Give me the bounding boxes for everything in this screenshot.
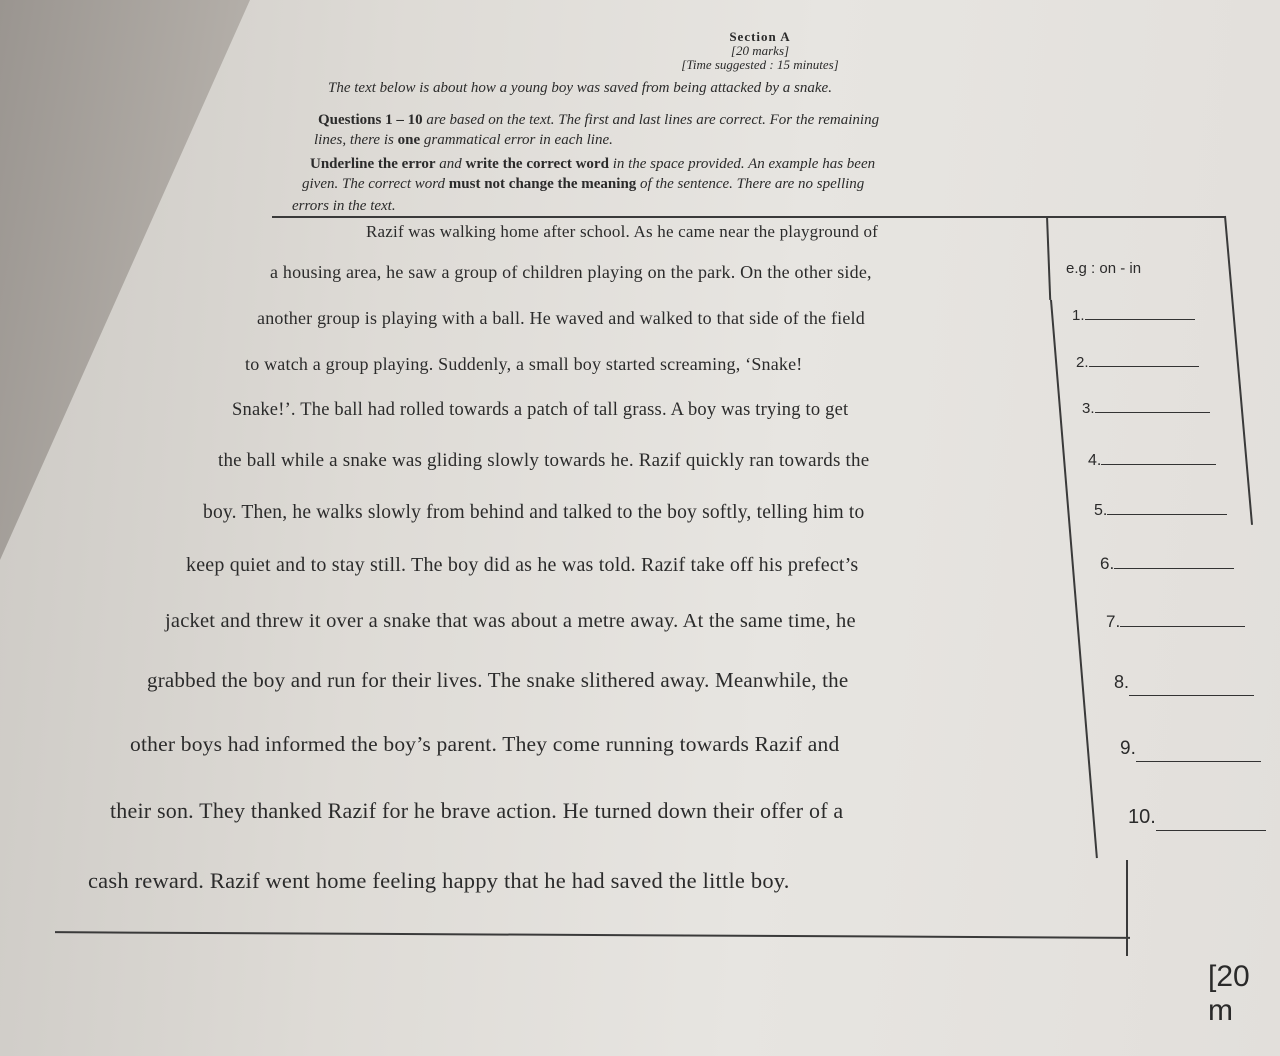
passage-line: another group is playing with a ball. He waved and walked to that side of the field: [257, 308, 865, 328]
answer-blank[interactable]: [1136, 747, 1261, 762]
passage-line: cash reward. Razif went home feeling happy that he had saved the little boy.: [88, 868, 790, 893]
answer-blank[interactable]: [1120, 612, 1245, 627]
instruction-fragment: lines, there is: [314, 132, 398, 148]
answer-number: 4.: [1088, 452, 1102, 469]
answer-number: 10.: [1128, 806, 1156, 828]
answer-number: 9.: [1120, 738, 1136, 759]
answer-slot-5[interactable]: [1094, 500, 1227, 520]
instruction-emphasis: one: [397, 132, 421, 148]
answer-number: 3.: [1082, 400, 1095, 417]
instruction-fragment: in the space provided. An example has been: [608, 156, 876, 172]
passage-line: their son. They thanked Razif for he brave action. He turned down their offer of a: [110, 798, 844, 823]
answer-number: 1.: [1072, 307, 1085, 324]
answer-slot-9[interactable]: [1120, 738, 1261, 760]
answer-blank[interactable]: [1156, 816, 1266, 831]
answer-blank[interactable]: [1114, 554, 1234, 569]
instruction-fragment: and: [435, 156, 466, 172]
questions-instruction-text: are based on the text. The first and last lines are correct. For the remaining: [422, 112, 880, 128]
answer-blank[interactable]: [1107, 500, 1227, 515]
table-column-divider: [1126, 860, 1128, 956]
instruction-fragment: grammatical error in each line.: [420, 132, 613, 148]
passage-line: other boys had informed the boy’s parent. They come running towards Razif and: [130, 732, 840, 756]
answer-slot-1[interactable]: [1072, 305, 1195, 324]
passage-line: to watch a group playing. Suddenly, a small boy started screaming, ‘Snake!: [245, 354, 803, 374]
time-suggested: [Time suggested : 15 minutes]: [681, 57, 839, 72]
answer-blank[interactable]: [1129, 681, 1254, 696]
questions-instruction-line1: [318, 112, 879, 129]
intro-text: The text below is about how a young boy was saved from being attacked by a snake.: [328, 80, 832, 96]
section-marks: [20 marks]: [730, 43, 790, 58]
answer-number: 6.: [1100, 554, 1115, 573]
instruction-fragment: given. The correct word: [302, 176, 449, 192]
answer-slot-6[interactable]: [1100, 554, 1234, 574]
answer-number: 2.: [1076, 354, 1089, 371]
answer-slot-7[interactable]: [1106, 612, 1245, 632]
questions-range: Questions 1 – 10: [318, 112, 423, 128]
passage-line: Snake!’. The ball had rolled towards a patch of tall grass. A boy was trying to get: [232, 400, 849, 420]
underline-instruction-line1: [310, 156, 875, 173]
instruction-emphasis: write the correct word: [465, 156, 609, 172]
passage-line: boy. Then, he walks slowly from behind and talked to the boy softly, telling him to: [203, 502, 865, 523]
answer-slot-8[interactable]: [1114, 672, 1254, 693]
underline-instruction-line3: errors in the text.: [292, 198, 396, 214]
passage-line: grabbed the boy and run for their lives. The snake slithered away. Meanwhile, the: [147, 668, 849, 692]
passage-line: Razif was walking home after school. As he came near the playground of: [366, 222, 879, 241]
passage-line: a housing area, he saw a group of children playing on the park. On the other side,: [270, 262, 872, 282]
answer-blank[interactable]: [1089, 352, 1199, 367]
table-top-border: [272, 216, 1226, 218]
example-answer: e.g : on - in: [1066, 260, 1142, 277]
passage-line: keep quiet and to stay still. The boy did as he was told. Razif take off his prefect’s: [186, 554, 859, 576]
answer-number: 8.: [1114, 672, 1130, 692]
answer-number: 5.: [1094, 502, 1108, 519]
answer-slot-10[interactable]: [1128, 806, 1266, 829]
answer-slot-4[interactable]: [1088, 450, 1216, 470]
underline-instruction-line2: [302, 176, 864, 193]
instruction-emphasis: Underline the error: [310, 156, 436, 172]
answer-slot-3[interactable]: [1082, 398, 1210, 417]
total-marks: [20 m: [1208, 960, 1250, 1027]
answer-blank[interactable]: [1095, 398, 1210, 413]
instruction-fragment: of the sentence. There are no spelling: [636, 176, 865, 192]
answer-slot-2[interactable]: [1076, 352, 1199, 371]
passage-line: jacket and threw it over a snake that was about a metre away. At the same time, he: [165, 610, 856, 632]
section-header: [560, 30, 960, 72]
answer-number: 7.: [1106, 612, 1121, 631]
answer-blank[interactable]: [1101, 450, 1216, 465]
section-title: Section A: [729, 29, 791, 44]
instruction-emphasis: must not change the meaning: [448, 176, 637, 192]
questions-instruction-line2: [314, 132, 613, 149]
answer-blank[interactable]: [1085, 305, 1195, 320]
passage-line: the ball while a snake was gliding slowly towards he. Razif quickly ran towards the: [218, 450, 870, 471]
